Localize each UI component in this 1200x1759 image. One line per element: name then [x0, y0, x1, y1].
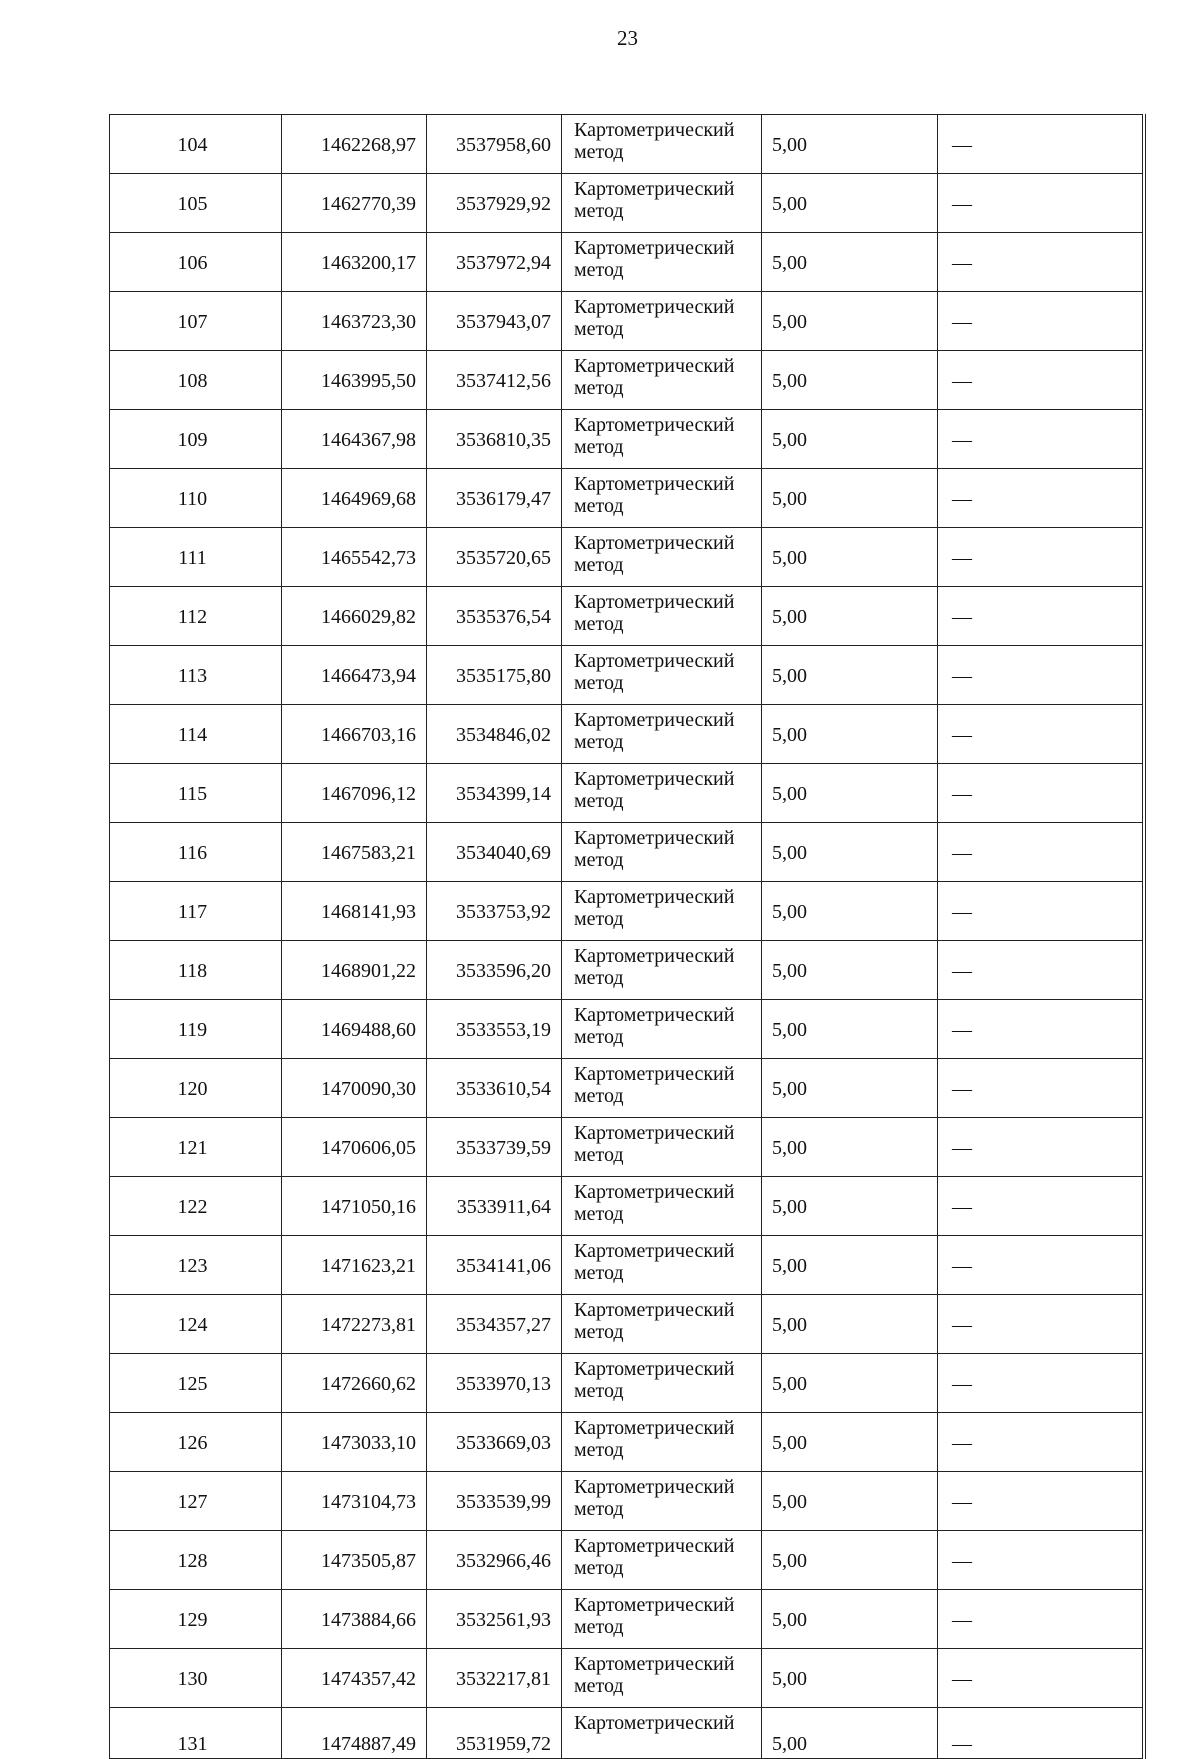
point-number-cell: 128 [110, 1531, 282, 1590]
method-line-1: Картометрический [574, 1004, 735, 1026]
x-coordinate-cell: 1462268,97 [282, 115, 427, 174]
x-coordinate-cell: 1464367,98 [282, 410, 427, 469]
method-line-1: Картометрический [574, 1594, 735, 1616]
accuracy-cell: 5,00 [762, 941, 938, 1000]
description-cell: — [938, 292, 1143, 351]
x-coordinate-cell: 1468141,93 [282, 882, 427, 941]
accuracy-cell: 5,00 [762, 1649, 938, 1708]
y-coordinate-cell: 3534846,02 [427, 705, 562, 764]
table-row [110, 1118, 1143, 1177]
y-coordinate-cell: 3537929,92 [427, 174, 562, 233]
method-line-1: Картометрический [574, 355, 735, 377]
method-cell [562, 174, 762, 233]
method-cell [562, 469, 762, 528]
method-cell [562, 1590, 762, 1649]
point-number-cell: 110 [110, 469, 282, 528]
method-cell [562, 764, 762, 823]
accuracy-cell: 5,00 [762, 882, 938, 941]
accuracy-cell: 5,00 [762, 705, 938, 764]
accuracy-cell: 5,00 [762, 469, 938, 528]
y-coordinate-cell: 3534357,27 [427, 1295, 562, 1354]
method-line-1: Картометрический [574, 1122, 735, 1144]
x-coordinate-cell: 1469488,60 [282, 1000, 427, 1059]
accuracy-cell: 5,00 [762, 233, 938, 292]
description-cell: — [938, 1354, 1143, 1413]
description-cell: — [938, 1236, 1143, 1295]
point-number-cell: 122 [110, 1177, 282, 1236]
description-cell: — [938, 1708, 1143, 1759]
method-line-1: Картометрический [574, 1417, 735, 1439]
table-row [110, 469, 1143, 528]
x-coordinate-cell: 1474357,42 [282, 1649, 427, 1708]
description-cell: — [938, 1590, 1143, 1649]
x-coordinate-cell: 1467583,21 [282, 823, 427, 882]
method-line-2: метод [574, 1203, 624, 1225]
table-row [110, 1413, 1143, 1472]
method-line-2: метод [574, 967, 624, 989]
method-line-2: метод [574, 377, 624, 399]
accuracy-cell: 5,00 [762, 1708, 938, 1759]
description-cell: — [938, 1059, 1143, 1118]
method-cell [562, 1177, 762, 1236]
table-row [110, 646, 1143, 705]
method-line-2: метод [574, 554, 624, 576]
point-number-cell: 121 [110, 1118, 282, 1177]
method-line-2: метод [574, 1144, 624, 1166]
description-cell: — [938, 1472, 1143, 1531]
point-number-cell: 108 [110, 351, 282, 410]
method-line-2: метод [574, 200, 624, 222]
y-coordinate-cell: 3534141,06 [427, 1236, 562, 1295]
y-coordinate-cell: 3533539,99 [427, 1472, 562, 1531]
point-number-cell: 105 [110, 174, 282, 233]
y-coordinate-cell: 3537943,07 [427, 292, 562, 351]
method-line-1: Картометрический [574, 532, 735, 554]
accuracy-cell: 5,00 [762, 587, 938, 646]
y-coordinate-cell: 3532966,46 [427, 1531, 562, 1590]
x-coordinate-cell: 1466473,94 [282, 646, 427, 705]
point-number-cell: 107 [110, 292, 282, 351]
description-cell: — [938, 1177, 1143, 1236]
method-line-1: Картометрический [574, 1299, 735, 1321]
accuracy-cell: 5,00 [762, 292, 938, 351]
y-coordinate-cell: 3534040,69 [427, 823, 562, 882]
method-cell [562, 1059, 762, 1118]
table-row [110, 351, 1143, 410]
point-number-cell: 111 [110, 528, 282, 587]
table-row [110, 1590, 1143, 1649]
y-coordinate-cell: 3536179,47 [427, 469, 562, 528]
accuracy-cell: 5,00 [762, 1059, 938, 1118]
accuracy-cell: 5,00 [762, 1354, 938, 1413]
y-coordinate-cell: 3533553,19 [427, 1000, 562, 1059]
y-coordinate-cell: 3537412,56 [427, 351, 562, 410]
table-row [110, 882, 1143, 941]
coordinates-table-wrapper [109, 114, 1146, 1759]
description-cell: — [938, 1118, 1143, 1177]
method-cell [562, 1236, 762, 1295]
x-coordinate-cell: 1473884,66 [282, 1590, 427, 1649]
method-line-2: метод [574, 849, 624, 871]
table-row [110, 941, 1143, 1000]
point-number-cell: 127 [110, 1472, 282, 1531]
table-row [110, 1236, 1143, 1295]
accuracy-cell: 5,00 [762, 351, 938, 410]
method-cell [562, 1649, 762, 1708]
table-row [110, 587, 1143, 646]
method-line-2: метод [574, 436, 624, 458]
y-coordinate-cell: 3532217,81 [427, 1649, 562, 1708]
point-number-cell: 117 [110, 882, 282, 941]
x-coordinate-cell: 1472660,62 [282, 1354, 427, 1413]
x-coordinate-cell: 1470606,05 [282, 1118, 427, 1177]
method-cell [562, 1295, 762, 1354]
method-cell [562, 882, 762, 941]
accuracy-cell: 5,00 [762, 764, 938, 823]
table-row [110, 1177, 1143, 1236]
method-line-2: метод [574, 1085, 624, 1107]
description-cell: — [938, 587, 1143, 646]
description-cell: — [938, 1649, 1143, 1708]
y-coordinate-cell: 3535175,80 [427, 646, 562, 705]
method-line-1: Картометрический [574, 1535, 735, 1557]
method-cell [562, 1354, 762, 1413]
method-line-1: Картометрический [574, 1240, 735, 1262]
method-line-2: метод [574, 1439, 624, 1461]
method-cell [562, 115, 762, 174]
description-cell: — [938, 469, 1143, 528]
table-row [110, 1531, 1143, 1590]
method-line-2: метод [574, 1380, 624, 1402]
accuracy-cell: 5,00 [762, 1472, 938, 1531]
accuracy-cell: 5,00 [762, 1413, 938, 1472]
method-cell [562, 351, 762, 410]
x-coordinate-cell: 1474887,49 [282, 1708, 427, 1759]
description-cell: — [938, 115, 1143, 174]
method-line-2: метод [574, 495, 624, 517]
point-number-cell: 113 [110, 646, 282, 705]
table-row [110, 174, 1143, 233]
method-line-1: Картометрический [574, 1358, 735, 1380]
point-number-cell: 109 [110, 410, 282, 469]
description-cell: — [938, 705, 1143, 764]
point-number-cell: 124 [110, 1295, 282, 1354]
accuracy-cell: 5,00 [762, 1295, 938, 1354]
method-cell [562, 1118, 762, 1177]
y-coordinate-cell: 3532561,93 [427, 1590, 562, 1649]
y-coordinate-cell: 3533596,20 [427, 941, 562, 1000]
accuracy-cell: 5,00 [762, 1000, 938, 1059]
description-cell: — [938, 882, 1143, 941]
point-number-cell: 115 [110, 764, 282, 823]
method-line-2: метод [574, 1498, 624, 1520]
method-line-2: метод [574, 672, 624, 694]
point-number-cell: 126 [110, 1413, 282, 1472]
method-cell [562, 1472, 762, 1531]
method-cell [562, 528, 762, 587]
table-row [110, 764, 1143, 823]
x-coordinate-cell: 1473104,73 [282, 1472, 427, 1531]
y-coordinate-cell: 3535376,54 [427, 587, 562, 646]
method-line-2: метод [574, 259, 624, 281]
method-line-1: Картометрический [574, 768, 735, 790]
method-cell [562, 1000, 762, 1059]
method-line-1: Картометрический [574, 1063, 735, 1085]
table-row [110, 1000, 1143, 1059]
description-cell: — [938, 1295, 1143, 1354]
accuracy-cell: 5,00 [762, 1177, 938, 1236]
method-cell [562, 1531, 762, 1590]
table-row [110, 410, 1143, 469]
method-line-1: Картометрический [574, 591, 735, 613]
table-row [110, 1354, 1143, 1413]
x-coordinate-cell: 1470090,30 [282, 1059, 427, 1118]
x-coordinate-cell: 1472273,81 [282, 1295, 427, 1354]
accuracy-cell: 5,00 [762, 115, 938, 174]
method-cell [562, 233, 762, 292]
method-line-2: метод [574, 1675, 624, 1697]
method-line-1: Картометрический [574, 178, 735, 200]
method-line-1: Картометрический [574, 237, 735, 259]
point-number-cell: 125 [110, 1354, 282, 1413]
point-number-cell: 104 [110, 115, 282, 174]
x-coordinate-cell: 1468901,22 [282, 941, 427, 1000]
method-line-1: Картометрический [574, 945, 735, 967]
table-row [110, 1708, 1143, 1759]
method-line-1: Картометрический [574, 119, 735, 141]
method-cell [562, 410, 762, 469]
y-coordinate-cell: 3533753,92 [427, 882, 562, 941]
point-number-cell: 114 [110, 705, 282, 764]
method-cell [562, 587, 762, 646]
description-cell: — [938, 528, 1143, 587]
method-cell [562, 646, 762, 705]
point-number-cell: 120 [110, 1059, 282, 1118]
method-cell [562, 705, 762, 764]
method-cell [562, 1413, 762, 1472]
point-number-cell: 119 [110, 1000, 282, 1059]
description-cell: — [938, 764, 1143, 823]
y-coordinate-cell: 3534399,14 [427, 764, 562, 823]
table-body [110, 115, 1143, 1759]
table-row [110, 705, 1143, 764]
y-coordinate-cell: 3533739,59 [427, 1118, 562, 1177]
x-coordinate-cell: 1463723,30 [282, 292, 427, 351]
accuracy-cell: 5,00 [762, 1590, 938, 1649]
method-line-1: Картометрический [574, 473, 735, 495]
method-line-2: метод [574, 1557, 624, 1579]
y-coordinate-cell: 3537958,60 [427, 115, 562, 174]
point-number-cell: 130 [110, 1649, 282, 1708]
x-coordinate-cell: 1465542,73 [282, 528, 427, 587]
table-row [110, 1649, 1143, 1708]
description-cell: — [938, 174, 1143, 233]
y-coordinate-cell: 3536810,35 [427, 410, 562, 469]
y-coordinate-cell: 3537972,94 [427, 233, 562, 292]
x-coordinate-cell: 1463200,17 [282, 233, 427, 292]
y-coordinate-cell: 3533669,03 [427, 1413, 562, 1472]
method-line-1: Картометрический [574, 296, 735, 318]
x-coordinate-cell: 1466029,82 [282, 587, 427, 646]
method-line-1: Картометрический [574, 886, 735, 908]
table-row [110, 528, 1143, 587]
y-coordinate-cell: 3535720,65 [427, 528, 562, 587]
page-number: 23 [617, 26, 638, 50]
point-number-cell: 116 [110, 823, 282, 882]
method-cell [562, 823, 762, 882]
x-coordinate-cell: 1462770,39 [282, 174, 427, 233]
method-line-2: метод [574, 790, 624, 812]
x-coordinate-cell: 1466703,16 [282, 705, 427, 764]
point-number-cell: 131 [110, 1708, 282, 1759]
table-row [110, 1472, 1143, 1531]
method-cell [562, 1708, 762, 1759]
x-coordinate-cell: 1473033,10 [282, 1413, 427, 1472]
description-cell: — [938, 1413, 1143, 1472]
method-line-2: метод [574, 731, 624, 753]
method-line-1: Картометрический [574, 1476, 735, 1498]
method-line-1: Картометрический [574, 650, 735, 672]
description-cell: — [938, 351, 1143, 410]
accuracy-cell: 5,00 [762, 646, 938, 705]
x-coordinate-cell: 1471623,21 [282, 1236, 427, 1295]
table-row [110, 115, 1143, 174]
method-line-2: метод [574, 141, 624, 163]
point-number-cell: 118 [110, 941, 282, 1000]
y-coordinate-cell: 3533911,64 [427, 1177, 562, 1236]
accuracy-cell: 5,00 [762, 174, 938, 233]
accuracy-cell: 5,00 [762, 410, 938, 469]
point-number-cell: 129 [110, 1590, 282, 1649]
method-line-1: Картометрический [574, 709, 735, 731]
description-cell: — [938, 1000, 1143, 1059]
method-line-2: метод [574, 1616, 624, 1638]
accuracy-cell: 5,00 [762, 528, 938, 587]
table-row [110, 1295, 1143, 1354]
x-coordinate-cell: 1473505,87 [282, 1531, 427, 1590]
coordinates-table [109, 114, 1143, 1759]
table-row [110, 233, 1143, 292]
y-coordinate-cell: 3531959,72 [427, 1708, 562, 1759]
description-cell: — [938, 823, 1143, 882]
accuracy-cell: 5,00 [762, 1236, 938, 1295]
description-cell: — [938, 646, 1143, 705]
accuracy-cell: 5,00 [762, 1531, 938, 1590]
method-line-2: метод [574, 1026, 624, 1048]
method-line-1: Картометрический [574, 1712, 735, 1734]
table-row [110, 823, 1143, 882]
accuracy-cell: 5,00 [762, 1118, 938, 1177]
x-coordinate-cell: 1471050,16 [282, 1177, 427, 1236]
method-line-1: Картометрический [574, 414, 735, 436]
point-number-cell: 106 [110, 233, 282, 292]
y-coordinate-cell: 3533970,13 [427, 1354, 562, 1413]
description-cell: — [938, 410, 1143, 469]
x-coordinate-cell: 1464969,68 [282, 469, 427, 528]
method-line-2: метод [574, 613, 624, 635]
accuracy-cell: 5,00 [762, 823, 938, 882]
point-number-cell: 112 [110, 587, 282, 646]
method-line-1: Картометрический [574, 1653, 735, 1675]
point-number-cell: 123 [110, 1236, 282, 1295]
x-coordinate-cell: 1463995,50 [282, 351, 427, 410]
method-line-1: Картометрический [574, 827, 735, 849]
method-line-2: метод [574, 318, 624, 340]
description-cell: — [938, 1531, 1143, 1590]
method-line-2: метод [574, 908, 624, 930]
method-line-2: метод [574, 1262, 624, 1284]
y-coordinate-cell: 3533610,54 [427, 1059, 562, 1118]
table-row [110, 1059, 1143, 1118]
method-cell [562, 292, 762, 351]
description-cell: — [938, 941, 1143, 1000]
table-row [110, 292, 1143, 351]
method-line-1: Картометрический [574, 1181, 735, 1203]
x-coordinate-cell: 1467096,12 [282, 764, 427, 823]
description-cell: — [938, 233, 1143, 292]
method-cell [562, 941, 762, 1000]
method-line-2: метод [574, 1321, 624, 1343]
